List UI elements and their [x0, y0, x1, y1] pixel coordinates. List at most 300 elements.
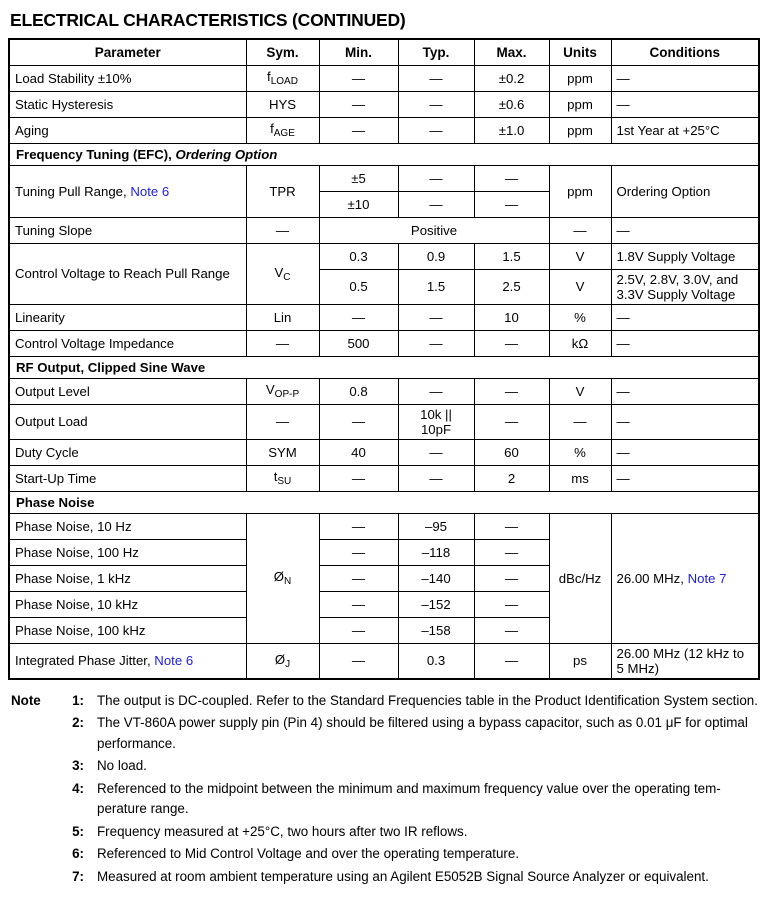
table-cell [549, 117, 611, 143]
table-cell [549, 269, 611, 304]
text-part: — [429, 122, 443, 138]
table-cell [9, 617, 246, 643]
table-cell [549, 65, 611, 91]
table-cell [398, 404, 474, 439]
note-link[interactable]: Note 6 [154, 653, 194, 668]
table-cell [9, 643, 246, 679]
note-item [11, 691, 763, 712]
text-part: ps [573, 653, 587, 668]
table-cell [9, 378, 246, 404]
text-part: — [351, 70, 366, 86]
table-cell [474, 643, 549, 679]
text-part: — [429, 70, 443, 86]
notes-section [11, 691, 763, 888]
table-row [9, 330, 759, 356]
table-cell [611, 91, 759, 117]
note-number: 1: [72, 692, 84, 708]
text-part: — [504, 196, 519, 212]
text-part: — [573, 222, 587, 238]
table-cell [474, 539, 549, 565]
text-part: — [429, 170, 443, 186]
text-part: Output Level [15, 383, 90, 399]
table-cell [549, 217, 611, 243]
table-cell [474, 465, 549, 491]
text-part: Ordering Option [175, 146, 278, 162]
table-cell [611, 304, 759, 330]
text-part: Aging [15, 122, 49, 138]
note-number: 5: [72, 823, 84, 839]
table-row [9, 513, 759, 539]
text-part: 2 [507, 470, 516, 486]
text-part: — [616, 470, 630, 486]
text-part: Control Voltage Impedance [15, 335, 175, 351]
table-cell [246, 378, 319, 404]
table-cell [9, 65, 246, 91]
text-part: Phase Noise [16, 494, 95, 510]
table-cell [398, 191, 474, 217]
table-cell [246, 165, 319, 217]
table-cell [398, 617, 474, 643]
table-row [9, 465, 759, 491]
table-cell [398, 330, 474, 356]
table-cell [319, 304, 398, 330]
text-part: V [274, 264, 284, 280]
text-part: — [573, 414, 587, 429]
table-cell [549, 439, 611, 465]
table-cell [319, 191, 398, 217]
text-part: Phase Noise, 100 kHz [15, 622, 146, 638]
table-cell [319, 65, 398, 91]
note-label [11, 844, 57, 865]
table-cell [549, 378, 611, 404]
note-link[interactable]: Note 6 [130, 183, 170, 199]
table-cell [398, 378, 474, 404]
table-cell [9, 465, 246, 491]
text-part: 1.5 [426, 279, 446, 294]
subscript: J [285, 658, 291, 670]
table-cell [246, 465, 319, 491]
table-cell [319, 439, 398, 465]
characteristics-table [8, 38, 760, 680]
text-part: % [574, 444, 586, 460]
text-part: Ø [274, 651, 286, 667]
text-part: — [275, 414, 290, 429]
table-cell [9, 513, 246, 539]
text-part: — [429, 383, 443, 399]
table-row [9, 217, 759, 243]
text-part: — [616, 96, 630, 112]
table-cell [611, 439, 759, 465]
text-part: 0.5 [349, 279, 368, 294]
note-label: Note [11, 692, 41, 708]
text-part: — [429, 444, 443, 460]
text-part: ±0.2 [498, 70, 525, 86]
table-cell [398, 117, 474, 143]
note-item [11, 756, 763, 777]
table-row [9, 643, 759, 679]
text-part: — [504, 335, 519, 351]
column-header: Units [549, 39, 611, 65]
text-part: 60 [504, 444, 519, 460]
table-cell [9, 165, 246, 217]
table-cell [611, 513, 759, 643]
table-cell [474, 191, 549, 217]
table-cell [398, 65, 474, 91]
text-part: V [575, 279, 585, 294]
page-title: ELECTRICAL CHARACTERISTICS (CONTINUED) [10, 10, 406, 30]
text-part: — [429, 335, 443, 351]
table-cell [319, 91, 398, 117]
text-part: Duty Cycle [15, 444, 79, 460]
table-cell [611, 269, 759, 304]
table-cell [246, 330, 319, 356]
column-header: Max. [474, 39, 549, 65]
text-part: 0.9 [426, 248, 446, 264]
note-text: No load. [97, 758, 147, 773]
table-cell [398, 165, 474, 191]
text-part: dBc/Hz [558, 570, 602, 586]
text-part: — [504, 518, 519, 534]
text-part: ±5 [351, 170, 366, 186]
table-cell [549, 243, 611, 269]
table-cell [319, 404, 398, 439]
subscript: AGE [273, 128, 295, 139]
text-part: — [616, 309, 630, 325]
note-item [11, 844, 763, 865]
table-cell [246, 217, 319, 243]
table-row [9, 378, 759, 404]
table-cell [9, 330, 246, 356]
text-part: — [351, 544, 366, 560]
subscript: N [284, 576, 292, 587]
table-cell [474, 91, 549, 117]
table-header-row [9, 39, 759, 65]
text-part: 2.5 [502, 279, 521, 294]
note-text: Frequency measured at +25°C, two hours after two IR reflows. [97, 823, 468, 839]
table-cell [319, 165, 398, 191]
text-part: Tuning Pull Range, [15, 183, 131, 199]
text-part: — [504, 544, 519, 560]
text-part: — [504, 653, 519, 668]
table-cell [319, 539, 398, 565]
text-part: f [270, 121, 274, 136]
table-cell [549, 465, 611, 491]
table-cell [611, 217, 759, 243]
table-cell [474, 565, 549, 591]
table-cell [319, 643, 398, 679]
text-part: –95 [424, 518, 447, 534]
text-part: HYS [268, 96, 297, 112]
note-number: 7: [72, 868, 84, 884]
table-cell [246, 439, 319, 465]
table-cell [319, 269, 398, 304]
table-cell [9, 91, 246, 117]
table-cell [9, 117, 246, 143]
text-part: TPR [269, 183, 296, 199]
text-part: — [275, 335, 290, 351]
table-body [9, 65, 759, 679]
table-row [9, 65, 759, 91]
table-cell [319, 378, 398, 404]
text-part: Control Voltage to Reach Pull Range [15, 266, 230, 281]
table-cell [319, 243, 398, 269]
table-cell [611, 404, 759, 439]
table-cell [611, 243, 759, 269]
note-link[interactable]: Note 7 [687, 570, 727, 586]
table-cell [246, 304, 319, 330]
text-part: kΩ [571, 335, 589, 351]
text-part: 2.5V, 2.8V, 3.0V, and 3.3V Supply Voltage [616, 271, 739, 302]
table-cell [611, 165, 759, 217]
text-part: — [504, 570, 519, 586]
text-part: — [429, 196, 443, 212]
table-cell [474, 513, 549, 539]
text-part: Phase Noise, 100 Hz [15, 544, 139, 560]
table-cell [611, 117, 759, 143]
table-cell [319, 117, 398, 143]
table-cell [246, 91, 319, 117]
text-part: Positive [410, 222, 458, 238]
text-part: 1.5 [502, 248, 521, 264]
text-part: Output Load [15, 414, 88, 429]
column-header: Parameter [9, 39, 246, 65]
text-part: — [429, 470, 443, 486]
table-cell [549, 165, 611, 217]
table-cell [398, 465, 474, 491]
table-cell [611, 378, 759, 404]
table-cell [611, 465, 759, 491]
table-row [9, 117, 759, 143]
table-cell [319, 565, 398, 591]
table-cell [398, 243, 474, 269]
table-cell [611, 643, 759, 679]
table-cell [9, 439, 246, 465]
text-part: % [574, 309, 586, 325]
table-row [9, 439, 759, 465]
table-cell [319, 513, 398, 539]
table-cell [611, 65, 759, 91]
table-cell [398, 565, 474, 591]
section-row [9, 143, 759, 165]
text-part: — [351, 518, 366, 534]
text-part: — [616, 414, 630, 429]
text-part: 26.00 MHz (12 kHz to 5 MHz) [616, 645, 745, 676]
text-part: f [267, 69, 271, 84]
table-cell [611, 330, 759, 356]
note-text: Measured at room ambient temperature using an Agilent E5052B Signal Source Analyzer or equivalent. [97, 868, 709, 884]
text-part: 1st Year at +25°C [616, 122, 720, 138]
table-cell [246, 65, 319, 91]
table-cell [319, 330, 398, 356]
table-cell [474, 269, 549, 304]
table-row [9, 165, 759, 191]
table-cell [398, 643, 474, 679]
note-label [11, 867, 57, 888]
text-part: 1.8V Supply Voltage [616, 248, 736, 264]
table-cell [474, 378, 549, 404]
text-part: — [616, 335, 630, 351]
text-part: ppm [567, 122, 593, 138]
text-part: RF Output, Clipped Sine Wave [16, 359, 206, 375]
table-row [9, 404, 759, 439]
table-cell [474, 617, 549, 643]
text-part: –118 [421, 544, 451, 560]
subscript: LOAD [270, 76, 298, 87]
text-part: 0.8 [349, 383, 368, 399]
table-cell [398, 91, 474, 117]
table-cell [246, 117, 319, 143]
section-row [9, 356, 759, 378]
table-cell [9, 304, 246, 330]
text-part: Phase Noise, 10 kHz [15, 596, 139, 612]
table-cell [549, 513, 611, 643]
text-part: Phase Noise, 10 Hz [15, 518, 132, 534]
note-text: Referenced to the midpoint between the minimum and maximum frequency value over the operating temperature range. [97, 780, 721, 816]
note-number: 2: [72, 715, 84, 730]
text-part: 0.3 [426, 653, 446, 668]
table-cell [398, 513, 474, 539]
column-header: Min. [319, 39, 398, 65]
table-cell [246, 243, 319, 304]
column-header: Sym. [246, 39, 319, 65]
table-cell [549, 91, 611, 117]
text-part: Start-Up Time [15, 470, 97, 486]
note-text: Referenced to Mid Control Voltage and over the operating temperature. [97, 846, 520, 861]
text-part: Tuning Slope [15, 222, 93, 238]
text-part: ±10 [347, 196, 370, 212]
note-number: 4: [72, 780, 84, 796]
text-part: — [351, 122, 366, 138]
table-row [9, 304, 759, 330]
text-part: ppm [567, 70, 593, 86]
table-cell [246, 513, 319, 643]
text-part: — [351, 653, 366, 668]
table-cell [474, 304, 549, 330]
table-cell [474, 117, 549, 143]
subscript: OP-P [274, 389, 300, 400]
note-label [11, 713, 57, 754]
column-header: Typ. [398, 39, 474, 65]
text-part: — [351, 570, 366, 586]
text-part: — [351, 309, 366, 325]
note-text: The output is DC-coupled. Refer to the Standard Frequencies table in the Product Identification System section. [97, 692, 758, 708]
section-header [9, 356, 759, 378]
text-part: 26.00 MHz, [616, 570, 688, 586]
table-cell [319, 617, 398, 643]
section-header [9, 491, 759, 513]
text-part: –140 [421, 570, 451, 586]
section-row [9, 491, 759, 513]
table-cell [474, 65, 549, 91]
text-part: — [351, 470, 366, 486]
text-part: — [504, 622, 519, 638]
table-cell [246, 643, 319, 679]
table-cell [549, 643, 611, 679]
text-part: — [616, 383, 630, 399]
text-part: 0.3 [349, 248, 368, 264]
table-cell [9, 591, 246, 617]
note-number: 3: [72, 758, 84, 773]
text-part: V [265, 382, 275, 397]
text-part: Linearity [15, 309, 65, 325]
table-cell [549, 330, 611, 356]
note-item [11, 713, 763, 754]
table-cell [474, 439, 549, 465]
note-text: The VT-860A power supply pin (Pin 4) should be filtered using a bypass capacitor, such as 0.01 μF for optimal performance. [97, 715, 748, 751]
column-header: Conditions [611, 39, 759, 65]
text-part: 40 [351, 444, 366, 460]
text-part: t [273, 469, 278, 484]
table-cell [9, 217, 246, 243]
note-item [11, 779, 763, 820]
note-label [11, 822, 57, 843]
text-part: — [504, 596, 519, 612]
text-part: 500 [347, 335, 370, 351]
section-header [9, 143, 759, 165]
text-part: — [616, 222, 630, 238]
subscript: SU [277, 476, 292, 487]
text-part: 10k || 10pF [420, 406, 452, 437]
text-part: — [351, 622, 366, 638]
table-cell [319, 465, 398, 491]
text-part: –158 [421, 622, 451, 638]
table-cell [9, 539, 246, 565]
text-part: — [504, 170, 519, 186]
text-part: –152 [421, 596, 451, 612]
table-row [9, 243, 759, 269]
table-cell [398, 439, 474, 465]
text-part: Frequency Tuning (EFC), [16, 146, 176, 162]
text-part: V [575, 383, 585, 399]
table-cell [398, 539, 474, 565]
table-cell [549, 304, 611, 330]
note-item [11, 822, 763, 843]
table-cell [549, 404, 611, 439]
text-part: V [575, 248, 585, 264]
text-part: ppm [567, 183, 593, 199]
table-cell [398, 269, 474, 304]
table-cell [474, 591, 549, 617]
text-part: Static Hysteresis [15, 96, 114, 112]
text-part: ±0.6 [498, 96, 525, 112]
text-part: — [616, 444, 630, 460]
table-cell [9, 565, 246, 591]
note-label [11, 756, 57, 777]
text-part: — [429, 309, 443, 325]
table-cell [398, 591, 474, 617]
text-part: — [504, 383, 519, 399]
table-cell [474, 404, 549, 439]
table-cell [474, 330, 549, 356]
note-label [11, 779, 57, 820]
text-part: — [616, 70, 630, 86]
table-cell [9, 404, 246, 439]
text-part: ppm [567, 96, 593, 112]
table-cell [398, 304, 474, 330]
text-part: ±1.0 [498, 122, 525, 138]
table-cell [9, 243, 246, 304]
text-part: — [275, 222, 290, 238]
text-part: Integrated Phase Jitter, [15, 653, 155, 668]
text-part: Ø [273, 569, 285, 584]
text-part: SYM [268, 444, 297, 460]
text-part: — [504, 414, 519, 429]
subscript: C [283, 271, 291, 283]
text-part: Phase Noise, 1 kHz [15, 570, 131, 586]
text-part: Ordering Option [616, 183, 711, 199]
text-part: 10 [504, 309, 519, 325]
text-part: ms [571, 470, 589, 486]
